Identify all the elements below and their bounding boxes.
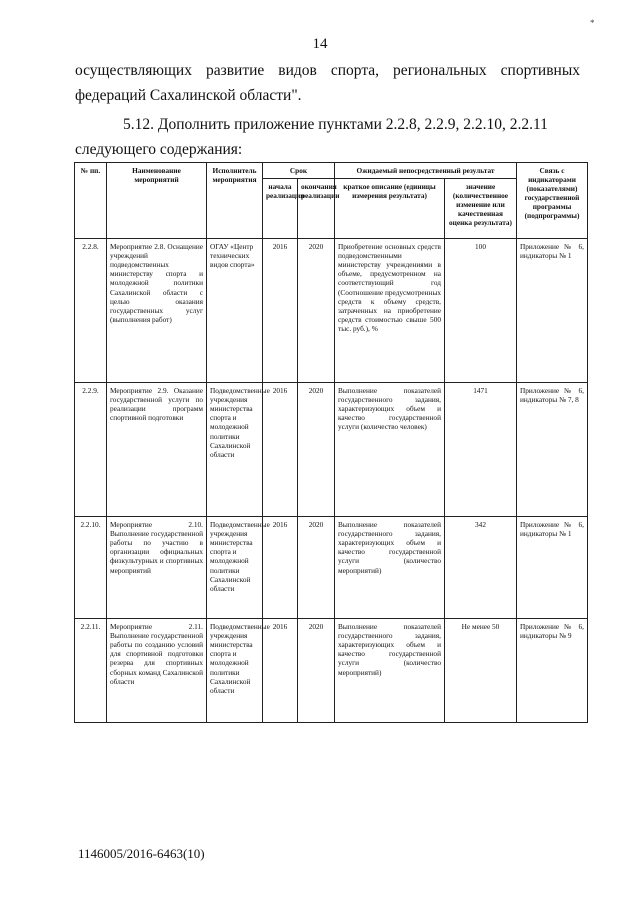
- cell-end: 2020: [298, 239, 335, 383]
- paragraph-continuation-line-2: федераций Сахалинской области".: [75, 87, 302, 104]
- table-row: [75, 517, 588, 619]
- cell-name: Мероприятие 2.8. Оснащение учреждений подведомственных министерству спорта и молодежной политики Сахалинской области с целью оказания государственных услуг (выполнения работ): [107, 239, 207, 383]
- cell-num: 2.2.9.: [75, 383, 107, 517]
- cell-executor: Подведомственные учреждения министерства спорта и молодежной политики Сахалинской области: [207, 383, 263, 517]
- table-header-row-1: [75, 163, 588, 179]
- cell-executor: Подведомственные учреждения министерства спорта и молодежной политики Сахалинской области: [207, 517, 263, 619]
- cell-num: 2.2.8.: [75, 239, 107, 383]
- cell-link: Приложение № 6, индикаторы № 9: [517, 619, 588, 723]
- cell-start: 2016: [263, 383, 298, 517]
- cell-executor: Подведомственные учреждения министерства спорта и молодежной политики Сахалинской области: [207, 619, 263, 723]
- cell-desc: Выполнение показателей государственного задания, характеризующих объем и качество государственной услуги (количество человек): [335, 383, 445, 517]
- cell-value: 342: [445, 517, 517, 619]
- header-link: Связь с индикаторами (показателями) государственной программы (подпрограммы): [517, 163, 588, 239]
- paragraph-5-12: 5.12. Дополнить приложение пунктами 2.2.8, 2.2.9, 2.2.10, 2.2.11 следующего содержания:: [75, 116, 548, 158]
- cell-link: Приложение № 6, индикаторы № 7, 8: [517, 383, 588, 517]
- cell-start: 2016: [263, 239, 298, 383]
- header-executor: Исполнитель мероприятия: [207, 163, 263, 239]
- header-result-value: значение (количественное изменение или качественная оценка результата): [445, 179, 517, 239]
- header-term-start: начала реализации: [263, 179, 298, 239]
- cell-executor: ОГАУ «Центр технических видов спорта»: [207, 239, 263, 383]
- cell-link: Приложение № 6, индикаторы № 1: [517, 239, 588, 383]
- corner-mark: *: [590, 18, 595, 28]
- cell-name: Мероприятие 2.9. Оказание государственной услуги по реализации программ спортивной подготовки: [107, 383, 207, 517]
- cell-value: 1471: [445, 383, 517, 517]
- table-row: [75, 619, 588, 723]
- cell-end: 2020: [298, 517, 335, 619]
- cell-link: Приложение № 6, индикаторы № 1: [517, 517, 588, 619]
- table-row: [75, 239, 588, 383]
- cell-name: Мероприятие 2.10. Выполнение государственной работы по участию в организации официальных физкультурных и спортивных мероприятий: [107, 517, 207, 619]
- header-name: Наименование мероприятий: [107, 163, 207, 239]
- header-term-end: окончания реализации: [298, 179, 335, 239]
- header-num: № пп.: [75, 163, 107, 239]
- page-number: 14: [312, 36, 328, 52]
- cell-desc: Выполнение показателей государственного задания, характеризующих объем и качество государственной услуги (количество мероприятий): [335, 619, 445, 723]
- cell-start: 2016: [263, 619, 298, 723]
- document-footer-code: 1146005/2016-6463(10): [78, 846, 205, 861]
- paragraph-continuation-line-1: осуществляющих развитие видов спорта, региональных спортивных: [75, 62, 580, 79]
- table-row: [75, 383, 588, 517]
- cell-value: Не менее 50: [445, 619, 517, 723]
- cell-num: 2.2.10.: [75, 517, 107, 619]
- cell-desc: Приобретение основных средств подведомственными министерству учреждениями в объеме, предусмотренном на соответствующий год (Соотношение предусмотренных средств к объему средств, затраченных на приобретение средств стоимостью свыше 500 тыс. руб.), %: [335, 239, 445, 383]
- cell-end: 2020: [298, 383, 335, 517]
- header-result-desc: краткое описание (единицы измерения результата): [335, 179, 445, 239]
- cell-end: 2020: [298, 619, 335, 723]
- cell-num: 2.2.11.: [75, 619, 107, 723]
- measures-table: [74, 162, 588, 723]
- cell-value: 100: [445, 239, 517, 383]
- cell-desc: Выполнение показателей государственного задания, характеризующих объем и качество государственной услуги (количество мероприятий): [335, 517, 445, 619]
- header-result: Ожидаемый непосредственный результат: [335, 163, 517, 179]
- cell-start: 2016: [263, 517, 298, 619]
- cell-name: Мероприятие 2.11. Выполнение государственной работы по созданию условий для спортивной подготовки резерва для спортивных сборных команд Сахалинской области: [107, 619, 207, 723]
- header-term: Срок: [263, 163, 335, 179]
